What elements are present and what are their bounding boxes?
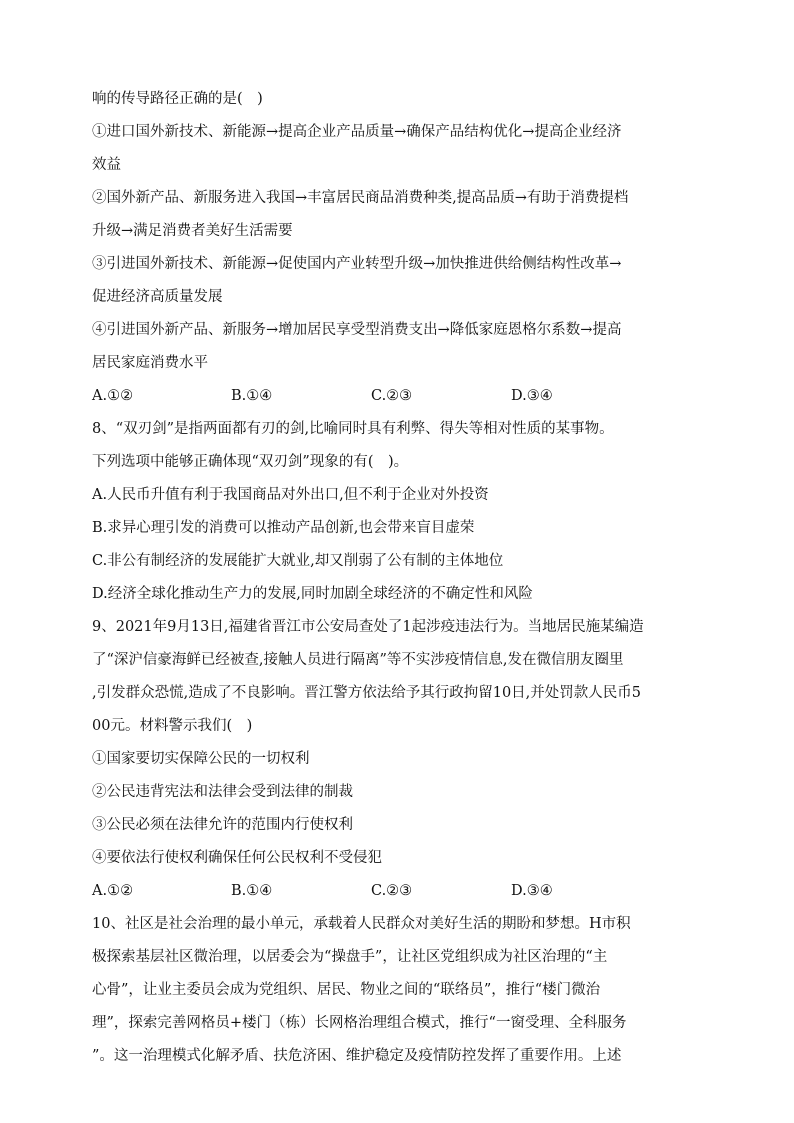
q9-option-4: ④要依法行使权利确保任何公民权利不受侵犯 [92, 850, 382, 866]
q7-option-2-line-1: ②国外新产品、新服务进入我国→丰富居民商品消费种类,提高品质→有助于消费提档 [92, 190, 629, 206]
q9-option-3: ③公民必须在法律允许的范围内行使权利 [92, 817, 353, 833]
q8-option-b: B.求异心理引发的消费可以推动产品创新,也会带来盲目虚荣 [92, 520, 475, 536]
q7-option-4-line-1: ④引进国外新产品、新服务→增加居民享受型消费支出→降低家庭恩格尔系数→提高 [92, 322, 622, 338]
q9-choice-c: C.②③ [371, 883, 413, 899]
q7-choice-c: C.②③ [371, 388, 413, 404]
q9-stem-line-1: 9、2021年9月13日,福建省晋江市公安局查处了1起涉疫违法行为。当地居民施某编造 [92, 619, 644, 635]
q7-option-3-line-2: 促进经济高质量发展 [92, 289, 223, 305]
q9-choice-a: A.①② [92, 883, 134, 899]
q9-choice-b: B.①④ [231, 883, 273, 899]
q7-option-1-line-1: ①进口国外新技术、新能源→提高企业产品质量→确保产品结构优化→提高企业经济 [92, 124, 622, 140]
q8-stem-line-2: 下列选项中能够正确体现“双刃剑”现象的有( )。 [92, 454, 409, 470]
q10-stem-line-1: 10、社区是社会治理的最小单元，承载着人民群众对美好生活的期盼和梦想。H市积 [92, 916, 631, 932]
q9-stem-line-4: 00元。材料警示我们( ) [92, 718, 253, 734]
q7-option-2-line-2: 升级→满足消费者美好生活需要 [92, 223, 293, 239]
q8-option-a: A.人民币升值有利于我国商品对外出口,但不利于企业对外投资 [92, 487, 489, 503]
q7-answer-choices [92, 385, 710, 418]
q10-stem-line-5: ”。这一治理模式化解矛盾、扶危济困、维护稳定及疫情防控发挥了重要作用。上述 [92, 1048, 622, 1064]
q7-option-3-line-1: ③引进国外新技术、新能源→促使国内产业转型升级→加快推进供给侧结构性改革→ [92, 256, 622, 272]
q9-stem-line-3: ,引发群众恐慌,造成了不良影响。晋江警方依法给予其行政拘留10日,并处罚款人民币5 [92, 685, 642, 701]
q10-stem-line-2: 极探索基层社区微治理，以居委会为“操盘手”，让社区党组织成为社区治理的“主 [92, 949, 608, 965]
q7-choice-a: A.①② [92, 388, 134, 404]
q7-option-4-line-2: 居民家庭消费水平 [92, 355, 208, 371]
q7-option-1-line-2: 效益 [92, 157, 121, 173]
q10-stem-line-4: 理”，探索完善网格员+楼门（栋）长网格治理组合模式，推行“一窗受理、全科服务 [92, 1015, 627, 1031]
q9-option-2: ②公民违背宪法和法律会受到法律的制裁 [92, 784, 353, 800]
q7-stem-tail: 响的传导路径正确的是( ) [92, 91, 263, 107]
q9-stem-line-2: 了“深沪信豪海鲜已经被查,接触人员进行隔离”等不实涉疫情信息,发在微信朋友圈里 [92, 652, 624, 668]
q7-choice-d: D.③④ [511, 388, 553, 404]
question-page [92, 88, 710, 1078]
q7-choice-b: B.①④ [231, 388, 273, 404]
q10-stem-line-3: 心骨”，让业主委员会成为党组织、居民、物业之间的“联络员”，推行“楼门微治 [92, 982, 601, 998]
q8-option-d: D.经济全球化推动生产力的发展,同时加剧全球经济的不确定性和风险 [92, 586, 533, 602]
q9-choice-d: D.③④ [511, 883, 553, 899]
q8-stem-line-1: 8、“双刃剑”是指两面都有刃的剑,比喻同时具有利弊、得失等相对性质的某事物。 [92, 421, 614, 437]
q9-answer-choices [92, 880, 710, 913]
q9-option-1: ①国家要切实保障公民的一切权利 [92, 751, 310, 767]
q8-option-c: C.非公有制经济的发展能扩大就业,却又削弱了公有制的主体地位 [92, 553, 504, 569]
